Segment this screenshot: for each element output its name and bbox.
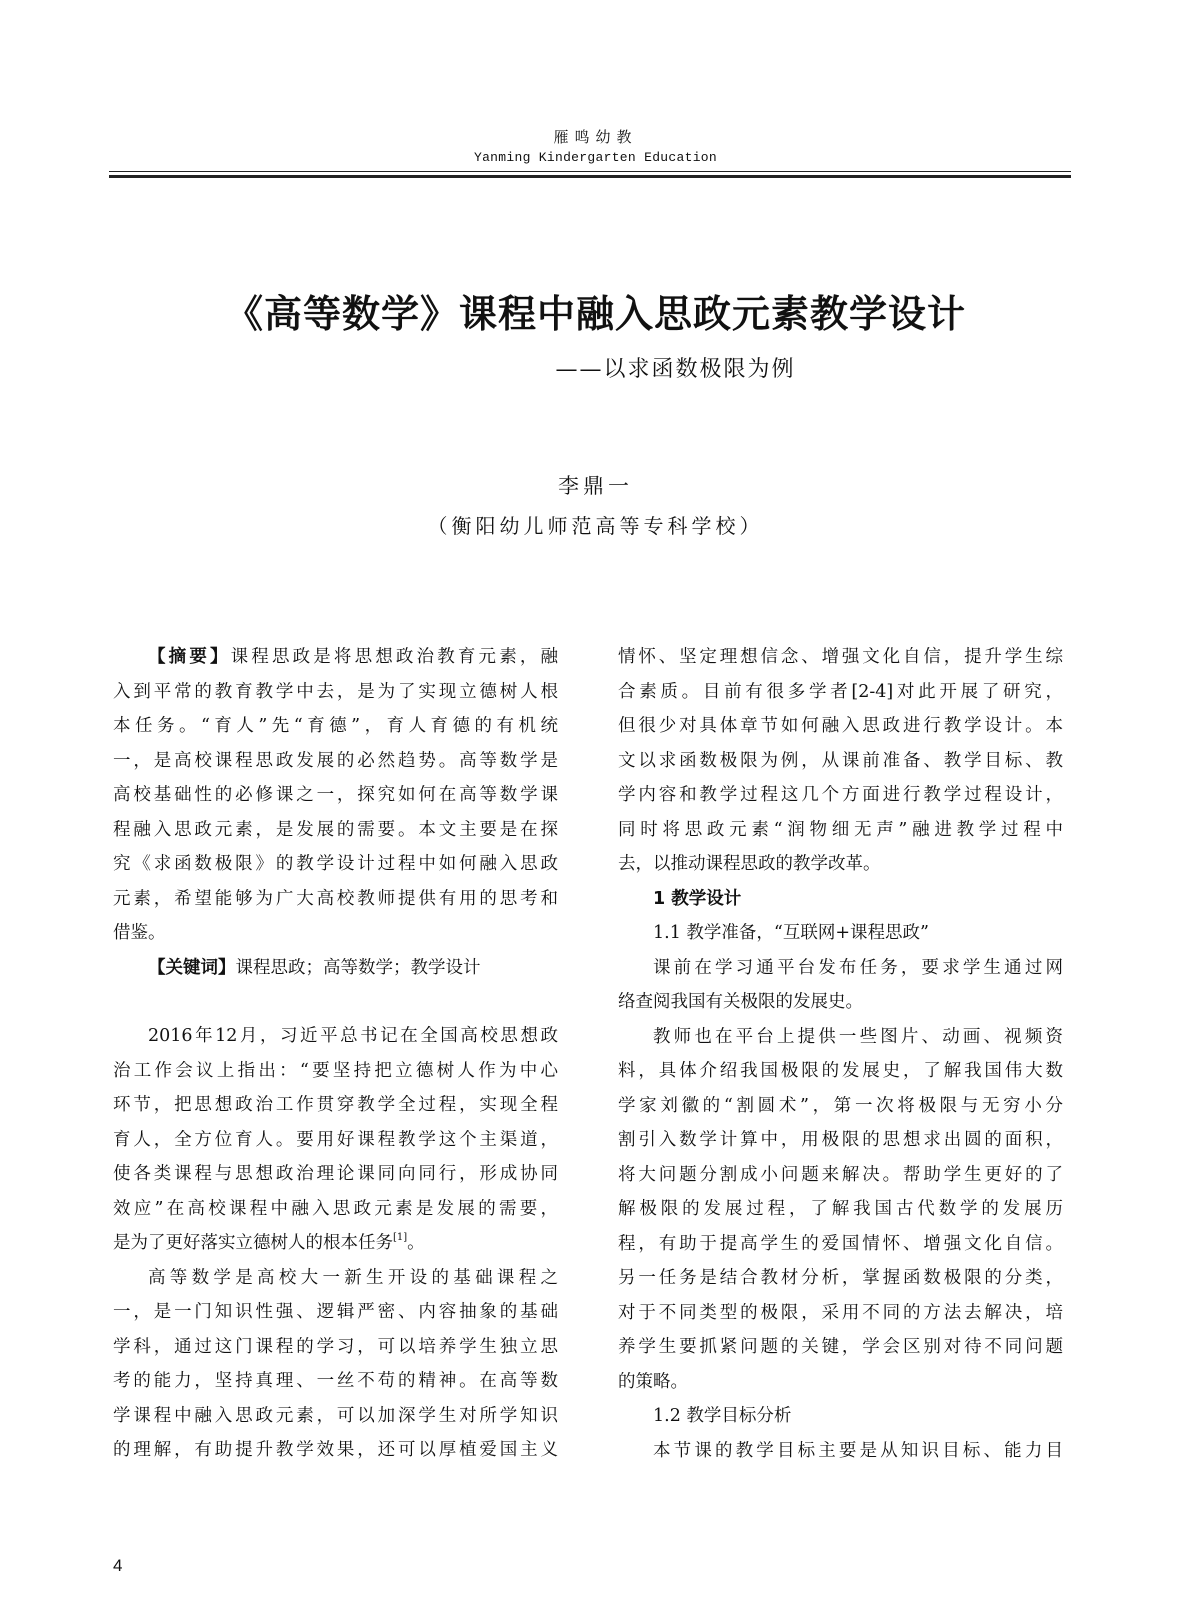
spacer xyxy=(113,985,558,1019)
journal-name-en: Yanming Kindergarten Education xyxy=(473,150,718,165)
abstract-line: 【摘要】课程思政是将思想政治教育元素，融 xyxy=(148,647,559,667)
body-paragraph-1 xyxy=(113,1019,558,1261)
abstract-label: 【摘要】 xyxy=(148,647,231,667)
body-line: 情怀、坚定理想信念、增强文化自信，提升学生综 xyxy=(618,647,1063,667)
body-line: 教师也在平台上提供一些图片、动画、视频资 xyxy=(653,1026,1063,1047)
body-line: 效应”在高校课程中融入思政元素是发展的需要， xyxy=(113,1198,558,1219)
body-line: 去，以推动课程思政的教学改革。 xyxy=(618,854,881,874)
body-line: 环节，把思想政治工作贯穿教学全过程，实现全程 xyxy=(113,1095,558,1115)
abstract-line: 一，是高校课程思政发展的必然趋势。高等数学是 xyxy=(113,750,558,771)
body-line: 考的能力，坚持真理、一丝不苟的精神。在高等数 xyxy=(113,1371,558,1391)
abstract-line: 本任务。“育人”先“育德”，育人育德的有机统 xyxy=(113,716,558,736)
left-column xyxy=(113,640,558,1468)
body-line: 养学生要抓紧问题的关键，学会区别对待不同问题 xyxy=(618,1337,1063,1357)
body-paragraph-2 xyxy=(113,1261,558,1468)
body-line: 本节课的教学目标主要是从知识目标、能力目 xyxy=(653,1440,1063,1461)
journal-name-cn: 雁鸣幼教 xyxy=(553,128,638,146)
body-line: 学科，通过这门课程的学习，可以培养学生独立思 xyxy=(113,1336,558,1357)
body-line: 合素质。目前有很多学者[2-4]对此开展了研究， xyxy=(618,681,1063,702)
article-subtitle: ——以求函数极限为例 xyxy=(555,357,796,382)
body-paragraph-4 xyxy=(618,951,1063,1020)
body-line: 将大问题分割成小问题来解决。帮助学生更好的了 xyxy=(618,1164,1063,1185)
body-line: 的理解，有助提升教学效果，还可以厚植爱国主义 xyxy=(113,1440,558,1460)
body-line: 割引入数学计算中，用极限的思想求出圆的面积， xyxy=(618,1130,1063,1150)
header-rule-thin xyxy=(109,171,1071,172)
right-column xyxy=(618,640,1063,1468)
body-line: 程，有助于提高学生的爱国情怀、增强文化自信。 xyxy=(618,1233,1063,1254)
abstract-line: 究《求函数极限》的教学设计过程中如何融入思政 xyxy=(113,854,558,874)
body-line: 解极限的发展过程，了解我国古代数学的发展历 xyxy=(618,1199,1063,1219)
abstract-line: 入到平常的教育教学中去，是为了实现立德树人根 xyxy=(113,681,558,702)
abstract-line: 程融入思政元素，是发展的需要。本文主要是在探 xyxy=(113,819,558,840)
page-number: 4 xyxy=(113,1556,123,1575)
body-line: 但很少对具体章节如何融入思政进行教学设计。本 xyxy=(618,716,1063,736)
citation-1[interactable]: [1] xyxy=(393,1232,408,1243)
body-line: 治工作会议上指出：“要坚持把立德树人作为中心 xyxy=(113,1060,558,1081)
section-heading-1-1: 1.1 教学准备，“互联网+课程思政” xyxy=(653,923,929,943)
abstract xyxy=(113,640,558,951)
body-line: 2016年12月，习近平总书记在全国高校思想政 xyxy=(148,1026,558,1046)
abstract-line: 借鉴。 xyxy=(113,923,166,943)
body-line: 料，具体介绍我国极限的发展史，了解我国伟大数 xyxy=(618,1061,1063,1081)
body-line: 文以求函数极限为例，从课前准备、教学目标、教 xyxy=(618,750,1063,771)
body-paragraph-3 xyxy=(618,640,1063,882)
header-rule-thick xyxy=(109,175,1071,178)
body-line: 的策略。 xyxy=(618,1371,688,1392)
body-paragraph-5 xyxy=(618,1020,1063,1400)
body-line: 同时将思政元素“润物细无声”融进教学过程中 xyxy=(618,819,1063,840)
article-title: 《高等数学》课程中融入思政元素教学设计 xyxy=(224,291,966,336)
section-heading-1: 1 教学设计 xyxy=(653,888,742,909)
body-line: 另一任务是结合教材分析，掌握函数极限的分类， xyxy=(618,1268,1063,1288)
body-line: 高等数学是高校大一新生开设的基础课程之 xyxy=(148,1267,558,1288)
author-affiliation: （衡阳幼儿师范高等专科学校） xyxy=(427,514,764,538)
body-line: 课前在学习通平台发布任务，要求学生通过网 xyxy=(653,957,1063,978)
body-line: 学家刘徽的“割圆术”，第一次将极限与无穷小分 xyxy=(618,1095,1063,1116)
abstract-line: 元素，希望能够为广大高校教师提供有用的思考和 xyxy=(113,888,558,909)
body-line: 使各类课程与思想政治理论课同向同行，形成协同 xyxy=(113,1164,558,1184)
author-name: 李鼎一 xyxy=(558,474,633,498)
abstract-line: 高校基础性的必修课之一，探究如何在高等数学课 xyxy=(113,785,558,805)
keywords xyxy=(113,951,558,986)
body-paragraph-6 xyxy=(618,1434,1063,1469)
body-line: 一，是一门知识性强、逻辑严密、内容抽象的基础 xyxy=(113,1302,558,1322)
body-line: 育人，全方位育人。要用好课程教学这个主渠道， xyxy=(113,1129,558,1150)
body-line: 是为了更好落实立德树人的根本任务[1]。 xyxy=(113,1232,425,1253)
body-line: 络查阅我国有关极限的发展史。 xyxy=(618,992,863,1012)
body-line: 学内容和教学过程这几个方面进行教学过程设计， xyxy=(618,785,1063,805)
body-line: 对于不同类型的极限，采用不同的方法去解决，培 xyxy=(618,1302,1063,1323)
keywords-label: 【关键词】 xyxy=(148,957,236,978)
section-heading-1-2: 1.2 教学目标分析 xyxy=(653,1406,792,1426)
keywords-text: 课程思政；高等数学；教学设计 xyxy=(235,957,481,978)
body-line: 学课程中融入思政元素，可以加深学生对所学知识 xyxy=(113,1405,558,1426)
